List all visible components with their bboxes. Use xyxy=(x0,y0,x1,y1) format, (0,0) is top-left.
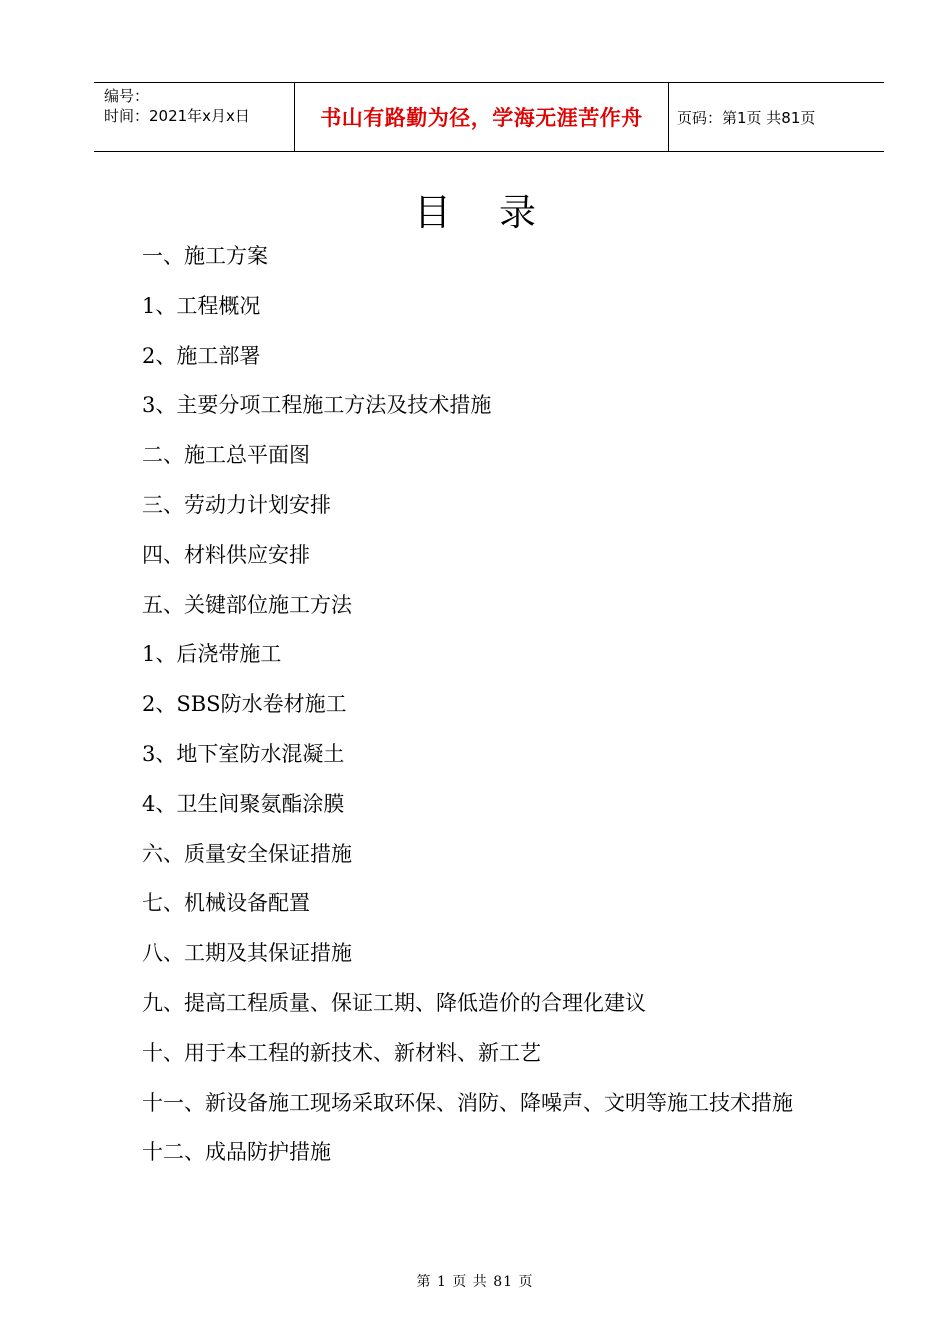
toc-item: 十一、新设备施工现场采取环保、消防、降噪声、文明等施工技术措施 xyxy=(142,1090,793,1115)
header-meta-cell xyxy=(94,83,295,151)
toc-item: 3、主要分项工程施工方法及技术措施 xyxy=(142,393,492,418)
toc-item: 3、地下室防水混凝土 xyxy=(142,741,345,766)
document-number-label: 编号： xyxy=(104,87,150,105)
header-page-cell xyxy=(669,83,884,151)
toc-item: 1、后浇带施工 xyxy=(142,642,282,667)
toc-item: 九、提高工程质量、保证工期、降低造价的合理化建议 xyxy=(142,990,646,1015)
toc-list xyxy=(142,238,793,1184)
document-time-label: 时间：2021年x月x日 xyxy=(104,107,250,125)
toc-item: 2、SBS防水卷材施工 xyxy=(142,692,347,717)
toc-item: 五、关键部位施工方法 xyxy=(142,592,352,617)
toc-item: 四、材料供应安排 xyxy=(142,542,310,567)
toc-item: 六、质量安全保证措施 xyxy=(142,841,352,866)
toc-item: 十二、成品防护措施 xyxy=(142,1140,331,1165)
document-header xyxy=(94,82,884,152)
toc-item: 二、施工总平面图 xyxy=(142,443,310,468)
toc-item: 十、用于本工程的新技术、新材料、新工艺 xyxy=(142,1040,541,1065)
motto-text: 书山有路勤为径，学海无涯苦作舟 xyxy=(320,106,643,130)
header-page-number: 页码：第1页 共81页 xyxy=(677,108,816,127)
toc-item: 三、劳动力计划安排 xyxy=(142,492,331,517)
toc-item: 八、工期及其保证措施 xyxy=(142,941,352,966)
toc-item: 一、施工方案 xyxy=(142,244,268,268)
header-motto-cell xyxy=(295,83,669,151)
toc-item: 2、施工部署 xyxy=(142,343,261,368)
page-footer: 第 1 页 共 81 页 xyxy=(416,1274,534,1290)
toc-title: 目录 xyxy=(414,191,584,234)
toc-item: 4、卫生间聚氨酯涂膜 xyxy=(142,791,345,816)
toc-item: 1、工程概况 xyxy=(142,293,261,318)
toc-item: 七、机械设备配置 xyxy=(142,891,310,916)
